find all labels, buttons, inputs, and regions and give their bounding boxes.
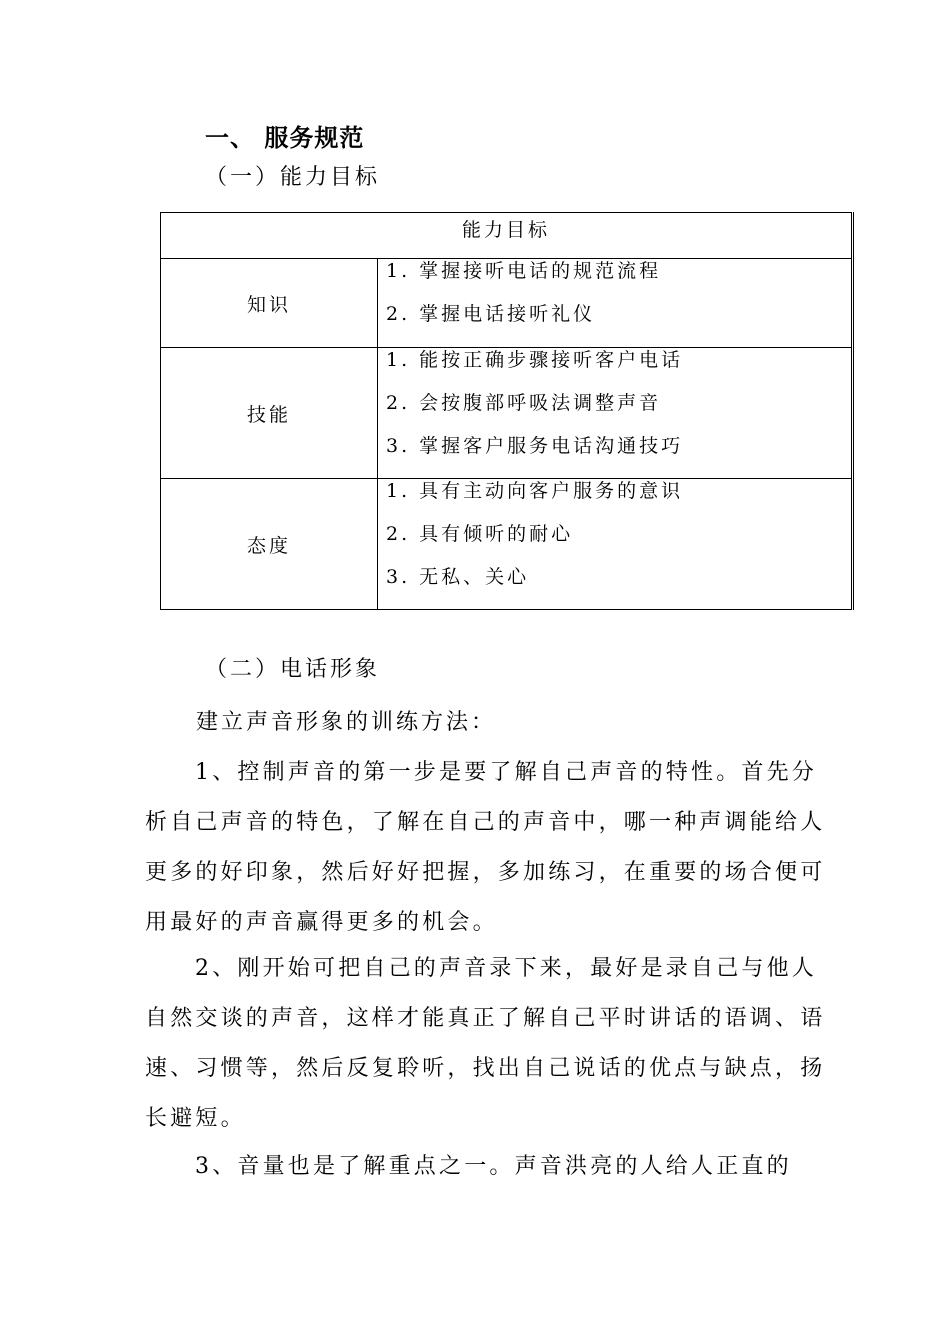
lead-text: 建立声音形象的训练方法：	[196, 710, 497, 735]
table-row	[161, 348, 853, 479]
ability-goals-table	[160, 212, 854, 610]
items-cell	[378, 348, 853, 479]
list-item: 3. 掌握客户服务电话沟通技巧	[386, 435, 684, 457]
items-cell	[378, 259, 853, 348]
list-item: 1. 掌握接听电话的规范流程	[386, 260, 662, 282]
section-title-ability-goals: （一）能力目标	[205, 165, 381, 190]
table-title-text: 能力目标	[461, 219, 550, 241]
paragraph-2: 2、刚开始可把自己的声音录下来，最好是录自己与他人自然交谈的声音，这样才能真正了解自己平时讲话的语调、语速、习惯等，然后反复聆听，找出自己说话的优点与缺点，扬长避短。	[145, 956, 826, 1131]
list-item: 2. 会按腹部呼吸法调整声音	[386, 392, 662, 414]
list-item: 2. 掌握电话接听礼仪	[386, 303, 596, 325]
table-row	[161, 259, 853, 348]
list-item: 3. 无私、关心	[386, 566, 530, 588]
items-cell	[378, 479, 853, 610]
list-item: 1. 能按正确步骤接听客户电话	[386, 349, 684, 371]
paragraph-1: 1、控制声音的第一步是要了解自己声音的特性。首先分析自己声音的特色，了解在自己的声音中，哪一种声调能给人更多的好印象，然后好好把握，多加练习，在重要的场合便可用最好的声音赢得更多的机会。	[145, 760, 826, 935]
section-title-phone-image: （二）电话形象	[205, 657, 381, 682]
list-item: 2. 具有倾听的耐心	[386, 523, 574, 545]
list-item: 1. 具有主动向客户服务的意识	[386, 480, 684, 502]
category-attitude: 态度	[161, 479, 378, 610]
category-skills: 技能	[161, 348, 378, 479]
table-header-row	[161, 213, 853, 259]
table-row	[161, 479, 853, 610]
table-title	[161, 213, 853, 259]
paragraph-3: 3、音量也是了解重点之一。声音洪亮的人给人正直的	[195, 1154, 792, 1179]
category-knowledge: 知识	[161, 259, 378, 348]
main-heading: 一、 服务规范	[205, 124, 365, 152]
